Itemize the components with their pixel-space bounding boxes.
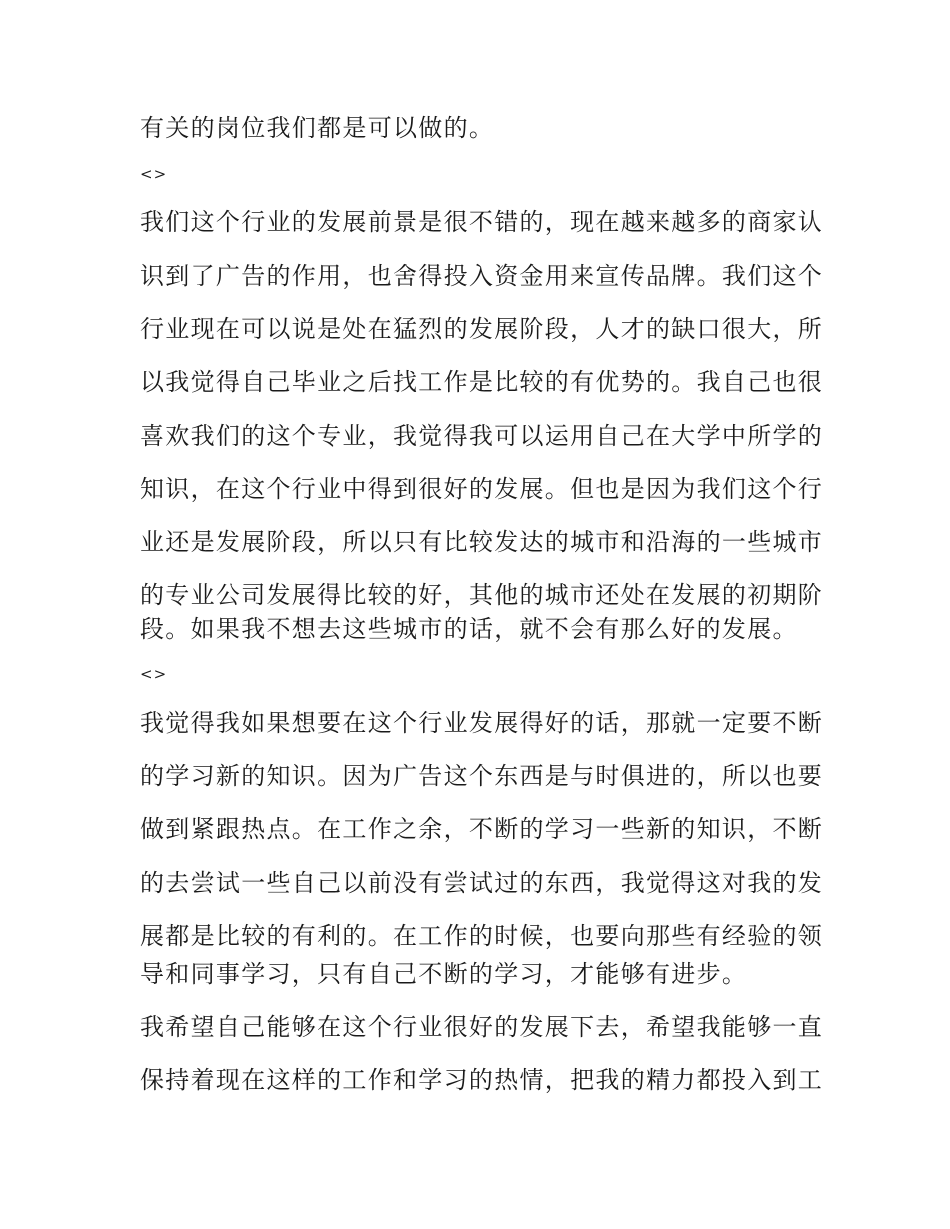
text-line: 段。如果我不想去这些城市的话，就不会有那么好的发展。: [140, 615, 798, 643]
text-line: 的专业公司发展得比较的好，其他的城市还处在发展的初期阶: [140, 581, 824, 609]
text-line: 我们这个行业的发展前景是很不错的，现在越来越多的商家认: [140, 208, 824, 236]
text-line: 以我觉得自己毕业之后找工作是比较的有优势的。我自己也很: [140, 368, 824, 396]
text-line: 喜欢我们的这个专业，我觉得我可以运用自己在大学中所学的: [140, 422, 824, 450]
text-line: 我觉得我如果想要在这个行业发展得好的话，那就一定要不断: [140, 709, 824, 737]
text-line: 展都是比较的有利的。在工作的时候，也要向那些有经验的领: [140, 922, 824, 950]
text-line: 导和同事学习，只有自己不断的学习，才能够有进步。: [140, 960, 748, 988]
text-line: 业还是发展阶段，所以只有比较发达的城市和沿海的一些城市: [140, 528, 824, 556]
text-line: 有关的岗位我们都是可以做的。: [140, 114, 495, 142]
text-line: 做到紧跟热点。在工作之余，不断的学习一些新的知识，不断: [140, 815, 824, 843]
text-line: 的学习新的知识。因为广告这个东西是与时俱进的，所以也要: [140, 762, 824, 790]
text-line: 行业现在可以说是处在猛烈的发展阶段，人才的缺口很大，所: [140, 315, 824, 343]
text-line: 的去尝试一些自己以前没有尝试过的东西，我觉得这对我的发: [140, 869, 824, 897]
text-line: 识到了广告的作用，也舍得投入资金用来宣传品牌。我们这个: [140, 262, 824, 290]
text-line: 我希望自己能够在这个行业很好的发展下去，希望我能够一直: [140, 1013, 824, 1041]
paragraph-marker: <>: [140, 165, 168, 183]
text-line: 保持着现在这样的工作和学习的热情，把我的精力都投入到工: [140, 1066, 824, 1094]
paragraph-marker: <>: [140, 665, 168, 683]
text-line: 知识，在这个行业中得到很好的发展。但也是因为我们这个行: [140, 475, 824, 503]
